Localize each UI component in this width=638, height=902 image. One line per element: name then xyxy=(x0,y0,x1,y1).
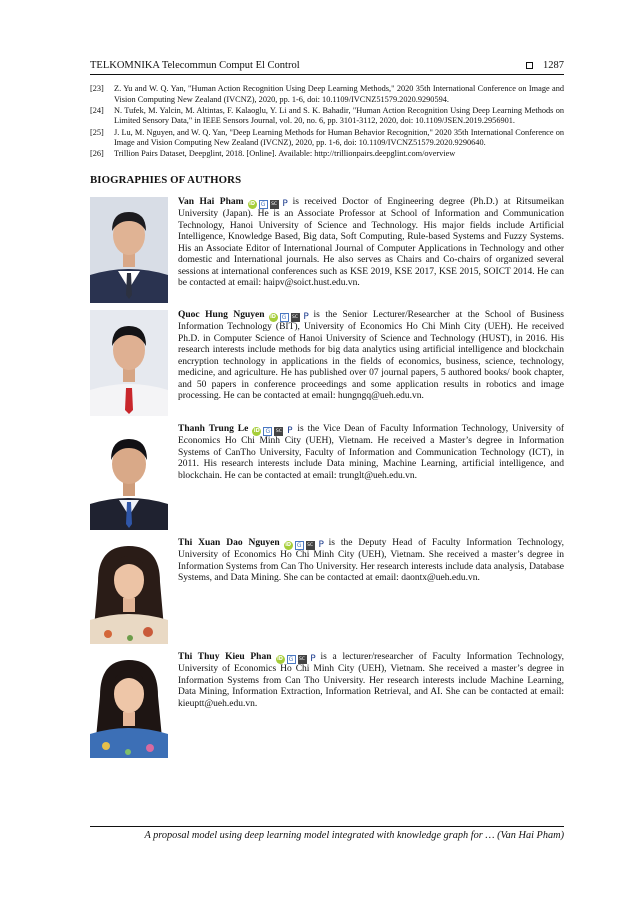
bio-paragraph xyxy=(178,538,564,585)
google-scholar-icon[interactable]: G xyxy=(287,655,296,664)
google-scholar-icon[interactable]: G xyxy=(259,200,268,209)
bio-paragraph xyxy=(178,652,564,710)
publons-icon[interactable]: P xyxy=(287,426,293,436)
reference-number: [25] xyxy=(90,127,104,137)
scopus-icon[interactable]: SC xyxy=(292,315,299,320)
google-scholar-icon[interactable]: G xyxy=(280,313,289,322)
reference-item xyxy=(90,84,564,105)
orcid-icon[interactable]: iD xyxy=(249,201,255,207)
reference-text: J. Lu, M. Nguyen, and W. Q. Yan, "Deep Learning Methods for Human Behavior Recognition," 2020 35th International Conference on Image and Vision Computing New Zealand (IVCNZ), 2020, pp. 1-6, doi: 10.1109/IVCNZ51579.2020.9290640. xyxy=(114,127,564,148)
reference-item xyxy=(90,106,564,127)
author-photo xyxy=(90,424,168,530)
scopus-icon[interactable]: SC xyxy=(307,543,314,548)
orcid-icon[interactable]: iD xyxy=(285,542,292,548)
reference-text: Z. Yu and W. Q. Yan, "Human Action Recognition Using Deep Learning Methods," 2020 35th International Conference on Image and Vision Computing New Zealand (IVCNZ), 2020, pp. 1-6, doi: 10.1109/IVCNZ51579.2020.9290594. xyxy=(114,84,564,104)
bio-paragraph xyxy=(178,424,564,482)
bio-text: is the Deputy Head of Faculty Information Technology, University of Economics Ho Chi Minh City (UEH), Vietnam. She received a master’s degree in Information Systems from Can Tho University. Her research interests include data analysis, Database Systems, and Data Mining. She can be contacted at email: daontx@ueh.edu.vn. xyxy=(178,538,564,583)
author-photo xyxy=(90,652,168,758)
footer-rule xyxy=(90,826,564,827)
publons-icon[interactable]: P xyxy=(303,312,309,322)
reference-text: Trillion Pairs Dataset, Deepglint, 2018. [Online]. Available: http://trillionpairs.deepglint.com/overview xyxy=(114,149,456,159)
square-bullet-icon xyxy=(526,62,533,69)
author-name: Thi Xuan Dao Nguyen xyxy=(178,538,280,548)
publons-icon[interactable]: P xyxy=(318,540,324,550)
reference-text: N. Tufek, M. Yalcin, M. Altintas, F. Kalaoglu, Y. Li and S. K. Bahadir, "Human Action Recognition Using Deep Learning Methods on Limited Sensory Data," in IEEE Sensors Journal, vol. 20, no. 6, pp. 3101-3112, 2020, doi: 10.1109/JSEN.2019.2956901. xyxy=(114,105,564,126)
reference-number: [26] xyxy=(90,149,104,159)
reference-item xyxy=(90,149,564,160)
orcid-icon[interactable]: iD xyxy=(277,656,283,662)
scopus-icon[interactable]: SC xyxy=(271,202,278,207)
publons-icon[interactable]: P xyxy=(282,199,288,209)
bio-text: is a lecturer/researcher of Faculty Information Technology, University of Economics Ho Chi Minh City (UEH), Vietnam. She received a master’s degree in Information Systems from Can Tho University. Her research interests include Machine Learning, Data Mining, Information Extraction, Information Retrieval, and AI. She can be contacted at email: kieuptt@ueh.edu.vn. xyxy=(178,652,564,709)
publons-icon[interactable]: P xyxy=(310,654,316,664)
author-name: Thanh Trung Le xyxy=(178,424,249,434)
author-name: Thi Thuy Kieu Phan xyxy=(178,652,272,662)
google-scholar-icon[interactable]: G xyxy=(295,541,304,550)
page-number: 1287 xyxy=(543,59,564,71)
author-photo xyxy=(90,538,168,644)
running-footer: A proposal model using deep learning model integrated with knowledge graph for … (Van Hai Pham) xyxy=(144,830,564,841)
scopus-icon[interactable]: SC xyxy=(299,657,305,662)
section-title: BIOGRAPHIES OF AUTHORS xyxy=(90,174,242,186)
reference-list xyxy=(90,84,564,161)
journal-title: TELKOMNIKA Telecommun Comput El Control xyxy=(90,59,300,71)
author-name: Quoc Hung Nguyen xyxy=(178,310,265,320)
orcid-icon[interactable]: iD xyxy=(270,314,276,320)
author-photo xyxy=(90,310,168,416)
bio-paragraph xyxy=(178,310,564,403)
reference-number: [24] xyxy=(90,105,104,115)
google-scholar-icon[interactable]: G xyxy=(263,427,272,436)
orcid-icon[interactable]: iD xyxy=(253,428,260,434)
author-photo xyxy=(90,197,168,303)
header-rule xyxy=(90,74,564,75)
bio-text: is the Senior Lecturer/Researcher at the School of Business Information Technology (BIT), University of Economics Ho Chi Minh City (UEH). He received Ph.D. in Computer Science of Hanoi University of Science and Technology (HUST), in 2016. His research interests include methods for big data analytics using artificial intelligence and blockchain encryption technology in applications in the fields of economics, business, science, technology, medicine, and agriculture. He has published over 07 journal papers, 5 authored books/ book chapter, and 50 papers in conference proceedings and some application results in robotics and image processing. He can be contacted at email: hungngq@ueh.edu.vn. xyxy=(178,310,564,401)
reference-item xyxy=(90,128,564,149)
bio-paragraph xyxy=(178,197,564,290)
scopus-icon[interactable]: SC xyxy=(275,429,282,434)
author-name: Van Hai Pham xyxy=(178,197,244,207)
reference-number: [23] xyxy=(90,84,104,93)
bio-text: is received Doctor of Engineering degree (Ph.D.) at Ritsumeikan University (Japan). He is an Associate Professor at School of Information and Communication Technology, Hanoi University of Science and Technology. His major fields include Artificial Intelligence, Knowledge Based, Big data, Soft Computing, Rule-based Systems and Fuzzy Systems. His an Associate Editor of International Journal of Computer Applications in Technology and other domestic and International journals. He also serves as Chairs and Co-chairs of organized several sessions at international conferences such as KSE 2019, KSE 2017, KSE 2015, SOICT 2014. He can be contacted at email: haipv@soict.hust.edu.vn. xyxy=(178,197,564,288)
running-header xyxy=(90,58,564,72)
bio-text: is the Vice Dean of Faculty Information Technology, University of Economics Ho Chi Minh City (UEH), Vietnam. He received a Master’s degree in Information Systems of CanTho University, Faculty of Information and Communication Technology (ICT), in 2011. His research interests include Data mining, Machine Learning, artificial intelligence, and blockchain. He can be contacted at email: trunglt@ueh.edu.vn. xyxy=(178,424,564,481)
